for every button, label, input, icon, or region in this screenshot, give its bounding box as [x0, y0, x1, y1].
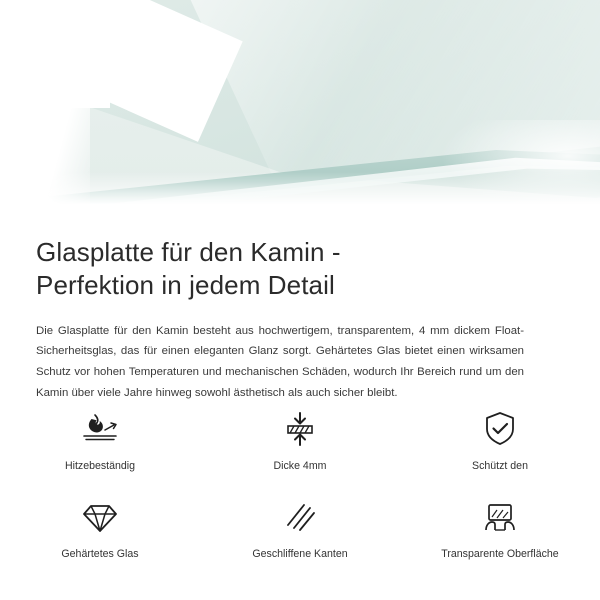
feature-label: Geschliffene Kanten [252, 547, 348, 560]
page-title-line-2: Perfektion in jedem Detail [36, 270, 335, 301]
feature-item-heat-resistant [0, 400, 200, 474]
page-title [0, 228, 600, 303]
feature-grid [0, 400, 600, 562]
feature-label: Transparente Oberfläche [441, 547, 559, 560]
feature-label: Hitzebeständig [64, 460, 136, 472]
feature-item-transparent-surface [400, 488, 600, 562]
hero-bottom-fade [0, 172, 600, 228]
feature-label: Gehärtetes Glas [61, 547, 139, 560]
content-block [0, 228, 600, 404]
feature-label: Schützt den [472, 460, 528, 472]
hands-cloth-icon [477, 494, 523, 540]
feature-item-protection [400, 400, 600, 474]
description-paragraph: Die Glasplatte für den Kamin besteht aus hochwertigem, transparentem, 4 mm dickem Float-Sicherheitsglas, das für einen eleganten Glanz sorgt. Gehärtetes Glas bietet einen wirksamen Schutz vor hohen Temperaturen und mechanischen Schäden, wodurch Ihr Bereich rund um den Kamin über viele Jahre hinweg sowohl ästhetisch als auch sicher bleibt. [36, 324, 524, 399]
feature-item-polished-edges [200, 488, 400, 562]
polished-edges-icon [277, 494, 323, 540]
shield-check-icon [477, 406, 523, 452]
flame-heat-resistant-icon [77, 406, 123, 452]
hero-image [0, 0, 600, 228]
feature-label: Dicke 4mm [273, 460, 327, 472]
feature-item-thickness [200, 400, 400, 474]
diamond-icon [77, 494, 123, 540]
page-title-line-1: Glasplatte für den Kamin - [36, 237, 341, 267]
feature-item-tempered-glass [0, 488, 200, 562]
thickness-arrows-icon [277, 406, 323, 452]
